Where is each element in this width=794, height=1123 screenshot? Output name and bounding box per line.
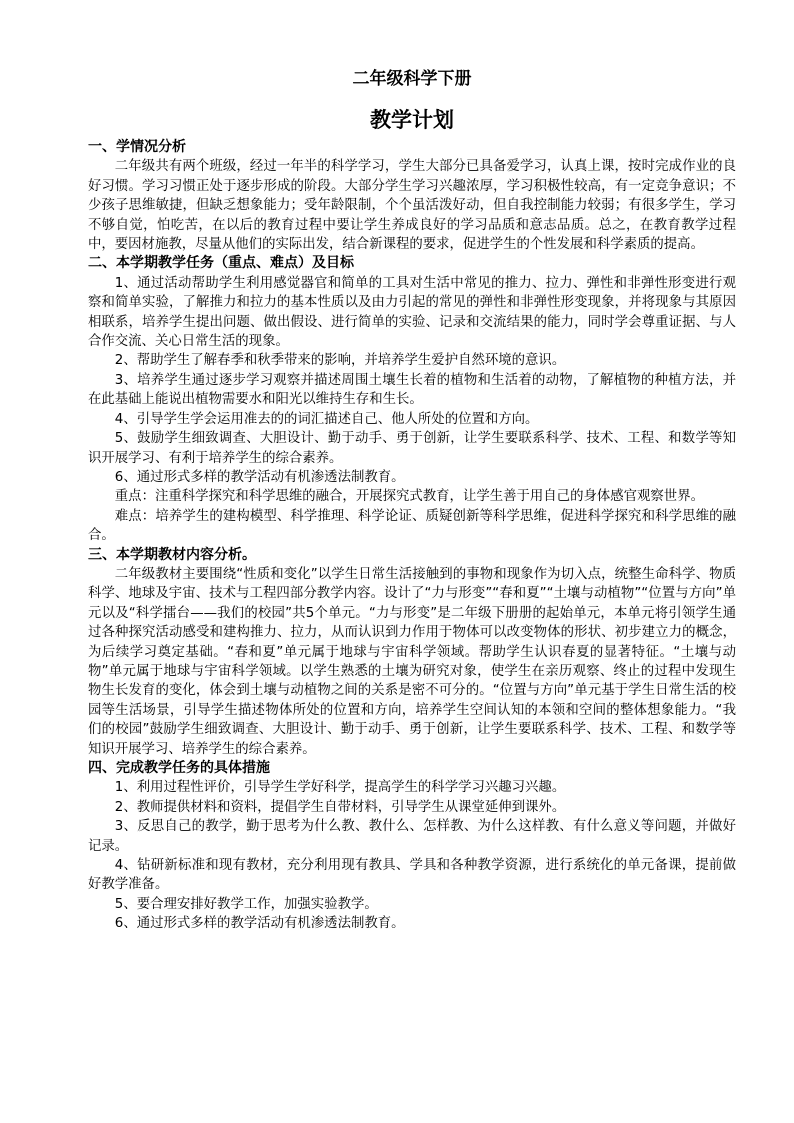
list-item: 2、教师提供材料和资料，提倡学生自带材料，引导学生从课堂延伸到课外。	[114, 799, 566, 815]
list-item: 4、引导学生学会运用准去的的词汇描述自己、他人所处的位置和方向。	[114, 411, 539, 427]
section-paragraph: 二年级教材主要围绕“性质和变化”以学生日常生活接触到的事物和现象作为切入点，统整生命科学、物质科学、地球及宇宙、技术与工程四部分教学内容。设计了“力与形变”“春和夏”“土壤与动植物”“位置与方向”单元以及“科学擂台——我们的校园”共5个单元。“力与形变”是二年级下册册的起始单元，本单元将引领学生通过各种探究活动感受和建构推力、拉力，从而认识到力作用于物体可以改变物体的形状、初步建立力的概念，为后续学习奠定基础。“春和夏”单元属于地球与宇宙科学领域。帮助学生认识春夏的显著特征。“土壤与动物”单元属于地球与宇宙科学领域。以学生熟悉的土壤为研究对象，使学生在亲历观察、终止的过程中发现生物生长发育的变化，体会到土壤与动植物之间的关系是密不可分的。“位置与方向”单元基于学生日常生活的校园等生活场景，引导学生描述物体所处的位置和方向，培养学生空间认知的本领和空间的整体想象能力。“我们的校园”鼓励学生细致调查、大胆设计、勤于动手、勇于创新，让学生要联系科学、技术、工程、和数学等知识开展学习、培养学生的综合素养。	[88, 566, 736, 757]
section-tasks-goals	[88, 254, 736, 545]
document-page	[88, 66, 736, 934]
list-item: 4、钻研新标准和现有教材，充分利用现有教具、学具和各种教学资源，进行系统化的单元备课，提前做好教学准备。	[88, 858, 736, 893]
list-item: 1、利用过程性评价，引导学生学好科学，提高学生的科学学习兴趣习兴趣。	[114, 780, 566, 796]
section-content-analysis	[88, 546, 736, 759]
list-item: 3、反思自己的教学，勤于思考为什么教、教什么、怎样教、为什么这样教、有什么意义等问题，并做好记录。	[88, 819, 736, 854]
section-heading: 四、完成教学任务的具体措施	[88, 760, 270, 776]
document-title-plan: 教学计划	[370, 108, 454, 132]
section-student-analysis	[88, 138, 736, 254]
list-item: 5、鼓励学生细致调查、大胆设计、勤于动手、勇于创新，让学生要联系科学、技术、工程、和数学等知识开展学习、有利于培养学生的综合素养。	[88, 431, 736, 466]
list-item: 5、要合理安排好教学工作，加强实验教学。	[114, 896, 378, 912]
key-point-paragraph: 重点：注重科学探究和科学思维的融合，开展探究式教育，让学生善于用自己的身体感官观察世界。	[114, 489, 704, 505]
difficult-point-paragraph: 难点：培养学生的建构模型、科学推理、科学论证、质疑创新等科学思维，促进科学探究和科学思维的融合。	[88, 508, 736, 544]
section-heading: 二、本学期教学任务（重点、难点）及目标	[88, 255, 354, 272]
list-item: 6、通过形式多样的教学活动有机渗透法制教育。	[114, 916, 405, 932]
section-heading: 三、本学期教材内容分析。	[88, 546, 256, 563]
list-item: 3、培养学生通过逐步学习观察并描述周围土壤生长着的植物和生活着的动物，了解植物的种植方法，并在此基础上能说出植物需要水和阳光以维持生存和生长。	[88, 372, 736, 408]
section-heading: 一、学情况分析	[88, 139, 186, 155]
section-paragraph: 二年级共有两个班级，经过一年半的科学学习，学生大部分已具备爱学习，认真上课，按时完成作业的良好习惯。学习习惯正处于逐步形成的阶段。大部分学生学习兴趣浓厚，学习积极性较高，有一定竞争意识；不少孩子思维敏捷，但缺乏想象能力；受年龄限制，个个虽活泼好动，但自我控制能力较弱；有很多学生，学习不够自觉，怕吃苦，在以后的教育过程中要让学生养成良好的学习品质和意志品质。总之，在教育教学过程中，要因材施教，尽量从他们的实际出发，结合新课程的要求，促进学生的个性发展和科学素质的提高。	[88, 159, 736, 253]
section-measures	[88, 759, 736, 934]
list-item: 6、通过形式多样的教学活动有机渗透法制教育。	[114, 469, 405, 485]
list-item: 1、通过活动帮助学生利用感觉器官和简单的工具对生活中常见的推力、拉力、弹性和非弹性形变进行观察和简单实验，了解推力和拉力的基本性质以及由力引起的常见的弹性和非弹性形变现象，并将现象与其原因相联系，培养学生提出问题、做出假设、进行简单的实验、记录和交流结果的能力，同时学会尊重证据、与人合作交流、关心日常生活的现象。	[88, 275, 736, 350]
document-title-grade: 二年级科学下册	[352, 69, 472, 89]
list-item: 2、帮助学生了解春季和秋季带来的影响，并培养学生爱护自然环境的意识。	[114, 353, 566, 369]
